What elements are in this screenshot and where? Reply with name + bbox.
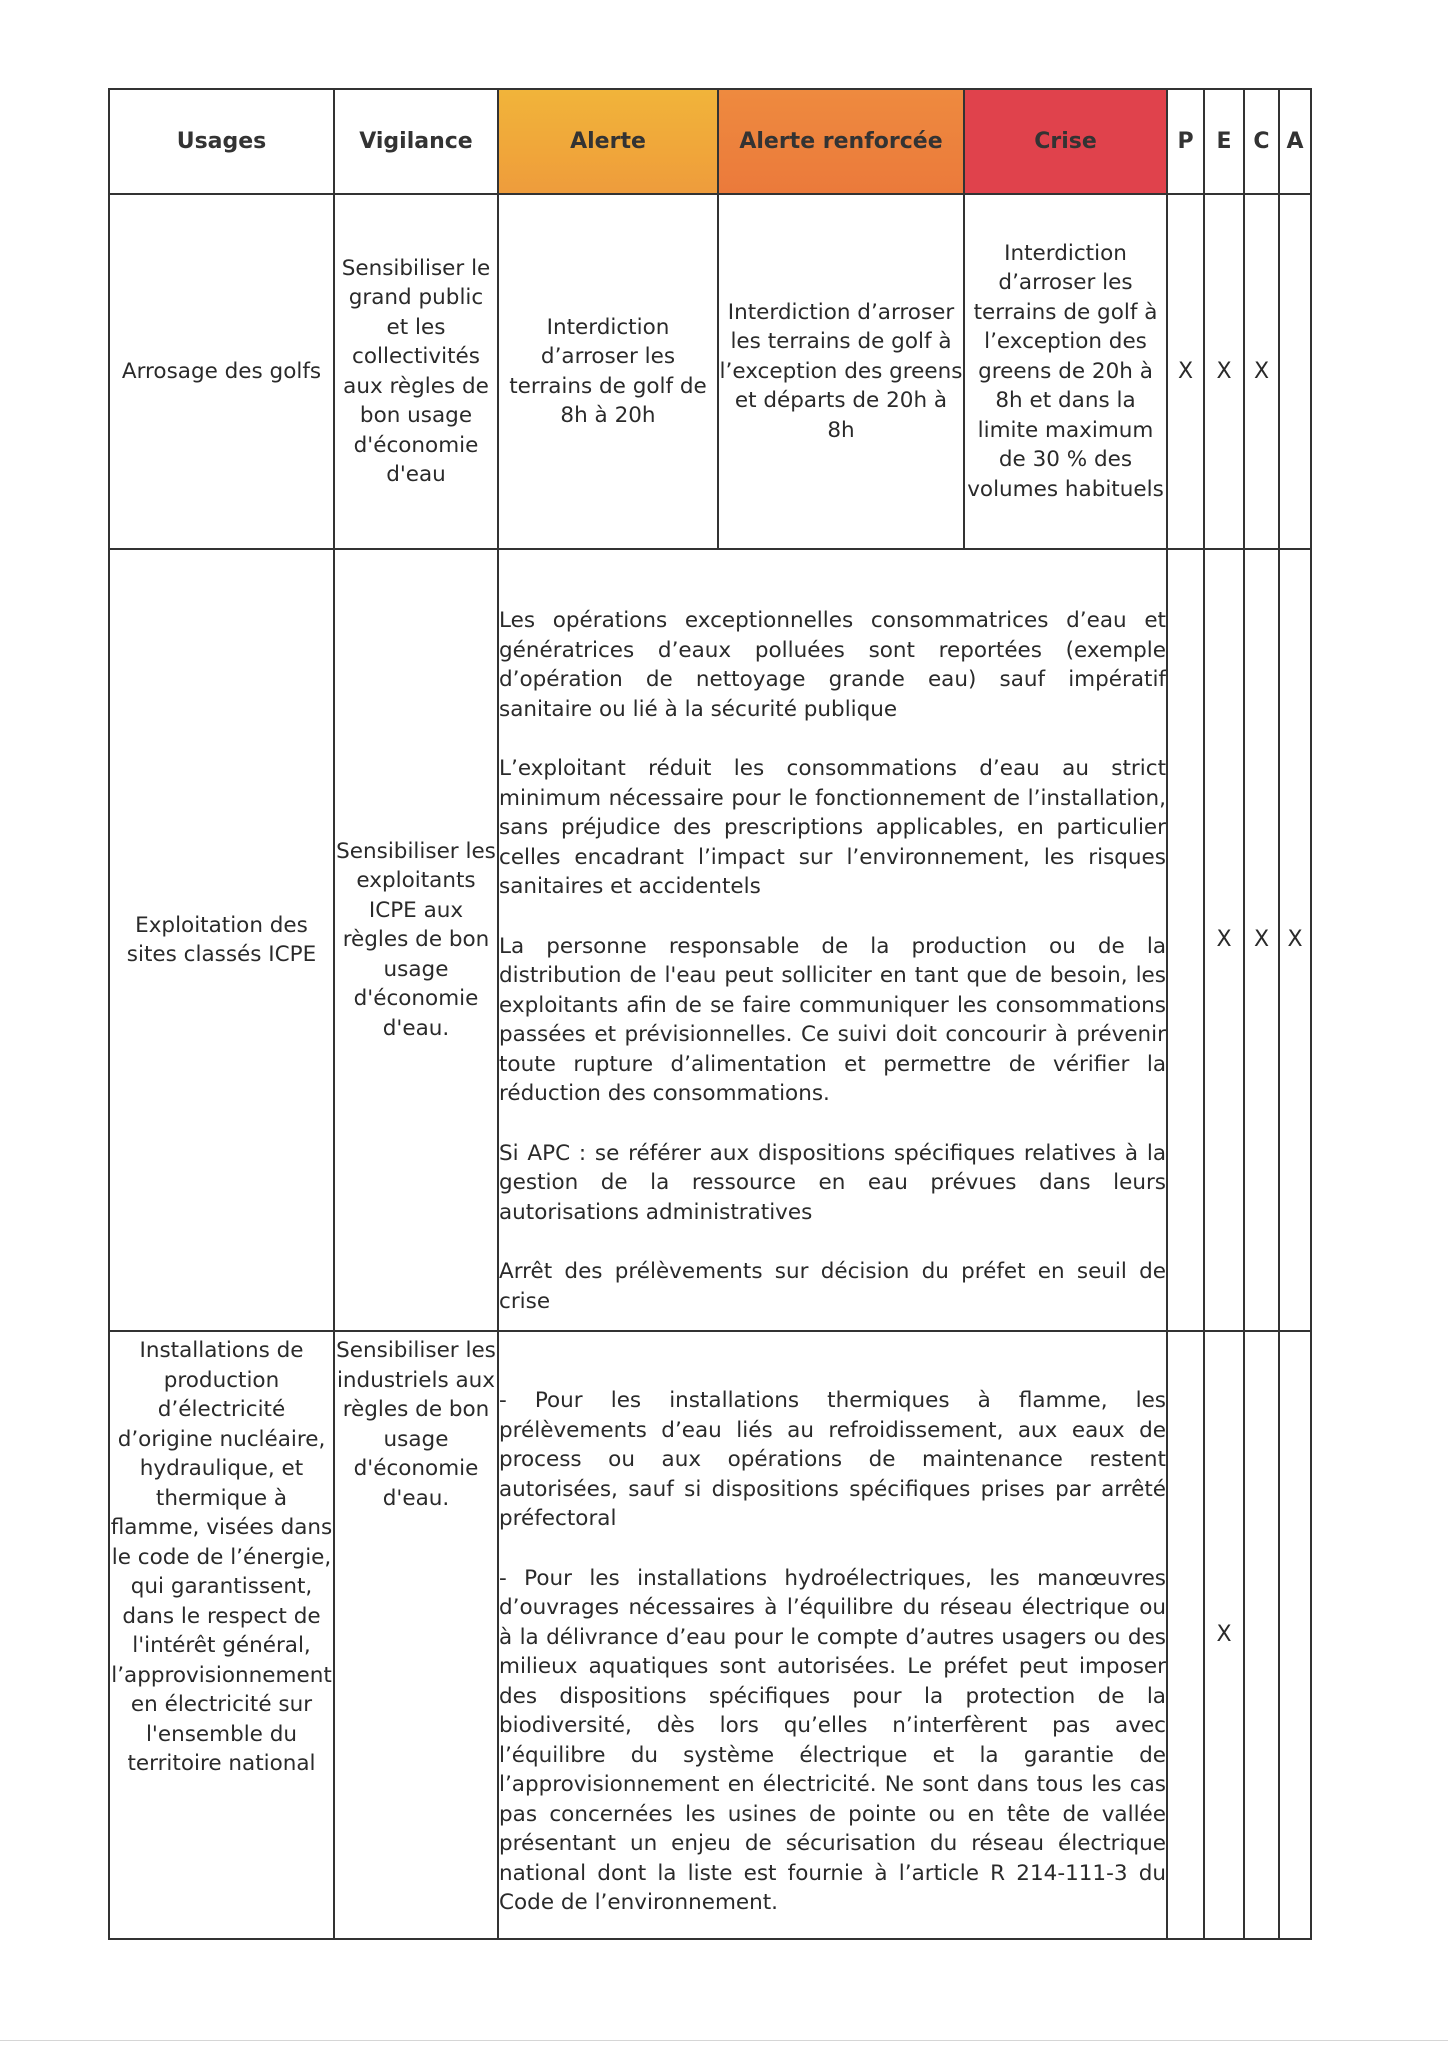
header-a: A [1279, 89, 1311, 194]
header-crise: Crise [964, 89, 1167, 194]
measures-merged-cell [498, 1331, 1167, 1939]
measure-paragraph: L’exploitant réduit les consommations d’eau au strict minimum nécessaire pour le fonctionnement de l’installation, sans préjudice des prescriptions applicables, en particulier celles encadrant l’impact sur l’environnement, les risques sanitaires et accidentels [499, 756, 1166, 899]
measure-paragraph: - Pour les installations thermiques à flamme, les prélèvements d’eau liés au refroidissement, aux eaux de process ou aux opérations de maintenance restent autorisées, sauf si dispositions spécifiques prises par arrêté préfectoral [499, 1388, 1166, 1532]
measure-paragraph: - Pour les installations hydroélectriques, les manœuvres d’ouvrages nécessaires à l’équilibre du réseau électrique ou à la délivrance d’eau pour le compte d’autres usagers ou des milieux aquatiques sont autorisées. Le préfet peut imposer des dispositions spécifiques pour la protection de la biodiversité, dès lors qu’elles n’interfèrent pas avec l’équilibre du système électrique et la garantie de l’approvisionnement en électricité. Ne sont dans tous les cas pas concernées les usines de pointe ou en tête de vallée présentant un enjeu de sécurisation du réseau électrique national dont la liste est fournie à l’article R 214-111-3 du Code de l’environnement. [499, 1565, 1166, 1916]
vigilance-cell: Sensibiliser le grand public et les collectivités aux règles de bon usage d'économie d'eau [334, 194, 498, 549]
water-restriction-table [108, 88, 1312, 1940]
header-alerte: Alerte [498, 89, 718, 194]
p-mark [1167, 1331, 1204, 1939]
usage-cell: Exploitation des sites classés ICPE [109, 549, 334, 1331]
e-mark: X [1204, 1331, 1244, 1939]
c-mark: X [1244, 549, 1279, 1331]
measure-paragraph: Arrêt des prélèvements sur décision du préfet en seuil de crise [499, 1259, 1166, 1314]
header-usages: Usages [109, 89, 334, 194]
p-mark [1167, 549, 1204, 1331]
alerte-renforcee-cell: Interdiction d’arroser les terrains de golf à l’exception des greens et départs de 20h à 8h [718, 194, 964, 549]
header-c: C [1244, 89, 1279, 194]
header-row [109, 89, 1311, 194]
usage-cell: Arrosage des golfs [109, 194, 334, 549]
measure-paragraph: Les opérations exceptionnelles consommatrices d’eau et génératrices d’eaux polluées sont reportées (exemple d’opération de nettoyage grande eau) sauf impératif sanitaire ou lié à la sécurité publique [499, 608, 1166, 722]
c-mark: X [1244, 194, 1279, 549]
header-e: E [1204, 89, 1244, 194]
a-mark [1279, 194, 1311, 549]
vigilance-cell: Sensibiliser les industriels aux règles de bon usage d'économie d'eau. [334, 1331, 498, 1939]
a-mark: X [1279, 549, 1311, 1331]
crise-cell: Interdiction d’arroser les terrains de golf à l’exception des greens de 20h à 8h et dans la limite maximum de 30 % des volumes habituels [964, 194, 1167, 549]
e-mark: X [1204, 194, 1244, 549]
usage-cell: Installations de production d’électricité d’origine nucléaire, hydraulique, et thermique à flamme, visées dans le code de l’énergie, qui garantissent, dans le respect de l'intérêt général, l’approvisionnement en électricité sur l'ensemble du territoire national [109, 1331, 334, 1939]
table-row-icpe [109, 549, 1311, 1331]
alerte-cell: Interdiction d’arroser les terrains de golf de 8h à 20h [498, 194, 718, 549]
e-mark: X [1204, 549, 1244, 1331]
measure-paragraph: Si APC : se référer aux dispositions spécifiques relatives à la gestion de la ressource en eau prévues dans leurs autorisations administratives [499, 1140, 1166, 1225]
measure-paragraph: La personne responsable de la production ou de la distribution de l'eau peut solliciter en tant que de besoin, les exploitants afin de se faire communiquer les consommations passées et prévisionnelles. Ce suivi doit concourir à prévenir toute rupture d’alimentation et permettre de vérifier la réduction des consommations. [499, 933, 1166, 1106]
table-row-golf [109, 194, 1311, 549]
c-mark [1244, 1331, 1279, 1939]
header-vigilance: Vigilance [334, 89, 498, 194]
vigilance-cell: Sensibiliser les exploitants ICPE aux règles de bon usage d'économie d'eau. [334, 549, 498, 1331]
table-row-electricity [109, 1331, 1311, 1939]
header-alerte-renforcee: Alerte renforcée [718, 89, 964, 194]
p-mark: X [1167, 194, 1204, 549]
header-p: P [1167, 89, 1204, 194]
page-edge-divider [0, 2040, 1448, 2041]
measures-merged-cell [498, 549, 1167, 1331]
a-mark [1279, 1331, 1311, 1939]
